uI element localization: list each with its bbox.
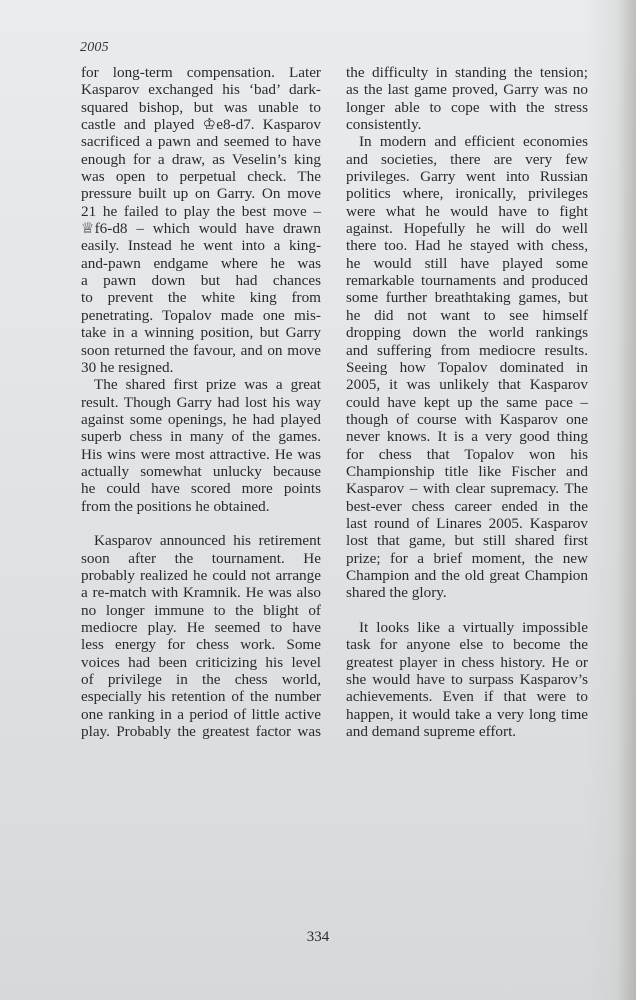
text-line: remarkable tournaments and produced — [346, 272, 588, 290]
text-line: soon returned the favour, and on move — [81, 341, 321, 359]
page-number: 334 — [306, 929, 330, 945]
text-line: best-ever chess career ended in the — [346, 497, 588, 515]
paragraph — [81, 64, 321, 376]
paragraph — [346, 133, 588, 601]
paragraph — [346, 619, 588, 740]
text-line: for chess that Topalov won his — [346, 445, 588, 463]
text-line: penetrating. Topalov made one mis- — [81, 306, 321, 324]
text-line: was open to perpetual check. The — [81, 168, 321, 186]
text-line: there too. Had he stayed with chess, — [346, 237, 588, 255]
paragraph — [81, 532, 321, 740]
text-line: lost that game, but still shared first — [346, 532, 588, 550]
text-line: as the last game proved, Garry was no — [346, 81, 588, 99]
text-line: 21 he failed to play the best move – — [81, 202, 321, 220]
paragraph — [81, 376, 321, 515]
text-line: she would have to surpass Kasparov’s — [346, 671, 588, 689]
text-line: from the positions he obtained. — [81, 497, 270, 515]
text-line: ♕f6-d8 – which would have drawn — [81, 220, 321, 238]
text-line: Champion and the old great Champion — [346, 566, 588, 584]
text-line: and suffering from mediocre results. — [346, 341, 588, 359]
text-line: probably realized he could not arrange — [81, 566, 321, 584]
text-line: task for anyone else to become the — [346, 636, 588, 654]
text-line: achievements. Even if that were to — [346, 688, 588, 706]
text-line: sacrificed a pawn and seemed to have — [81, 133, 321, 151]
text-line: against some openings, he had played — [81, 410, 321, 428]
text-line: no longer immune to the blight of — [81, 601, 321, 619]
text-line: 30 he resigned. — [81, 358, 174, 376]
text-line: and-pawn endgame where he was — [81, 254, 321, 272]
text-line: shared the glory. — [346, 584, 447, 602]
text-line: castle and played ♔e8-d7. Kasparov — [81, 116, 321, 134]
text-line: enough for a draw, as Veselin’s king — [81, 150, 321, 168]
text-line: It looks like a virtually impossible — [359, 619, 588, 636]
text-line: could have kept up the same pace – — [346, 393, 588, 411]
text-line: take in a winning position, but Garry — [81, 324, 321, 342]
text-line: greatest player in chess history. He or — [346, 653, 588, 671]
text-line: consistently. — [346, 116, 422, 134]
text-line: Seeing how Topalov dominated in — [346, 358, 588, 376]
text-line: of privilege in the chess world, — [81, 671, 321, 689]
text-line: 2005, it was unlikely that Kasparov — [346, 376, 588, 394]
text-line: and demand supreme effort. — [346, 723, 517, 741]
text-line: he could have scored more points — [81, 480, 321, 498]
paragraph — [346, 64, 588, 133]
text-line: a pawn down but had chances — [81, 272, 321, 290]
text-line: less energy for chess work. Some — [81, 636, 321, 654]
text-line: easily. Instead he went into a king- — [81, 237, 321, 255]
text-line: never knows. It is a very good thing — [346, 428, 588, 446]
text-line: privileges. Garry went into Russian — [346, 168, 588, 186]
text-line: a re-match with Kramnik. He was also — [81, 584, 321, 602]
text-line: for long-term compensation. Later — [81, 64, 321, 81]
right-column — [346, 64, 588, 740]
text-line: His wins were most attractive. He was — [81, 445, 321, 463]
text-line: last round of Linares 2005. Kasparov — [346, 514, 588, 532]
text-line: voices had been criticizing his level — [81, 653, 321, 671]
text-line: he did not want to see himself — [346, 306, 588, 324]
text-line: play. Probably the greatest factor was — [81, 723, 321, 741]
text-line: some further breathtaking games, but — [346, 289, 588, 307]
text-line: to prevent the white king from — [81, 289, 321, 307]
text-line: Kasparov – with clear supremacy. The — [346, 480, 588, 498]
running-head: 2005 — [80, 40, 109, 55]
text-line: Kasparov announced his retirement — [94, 532, 321, 550]
text-line: Kasparov exchanged his ‘bad’ dark- — [81, 81, 321, 99]
text-line: longer able to cope with the stress — [346, 98, 588, 116]
text-line: In modern and efficient economies — [359, 133, 588, 151]
text-line: result. Though Garry had lost his way — [81, 393, 321, 411]
text-line: superb chess in many of the games. — [81, 428, 321, 446]
text-line: against. Hopefully he will do well — [346, 220, 588, 238]
text-line: actually somewhat unlucky because — [81, 462, 321, 480]
text-line: soon after the tournament. He — [81, 549, 321, 567]
text-line: were what he would have to fight — [346, 202, 588, 220]
text-line: though of course with Kasparov one — [346, 410, 588, 428]
text-line: prize; for a brief moment, the new — [346, 549, 588, 567]
text-line: politics where, ironically, privileges — [346, 185, 588, 203]
text-line: pressure built up on Garry. On move — [81, 185, 321, 203]
text-line: the difficulty in standing the tension; — [346, 64, 588, 81]
text-line: Championship title like Fischer and — [346, 462, 588, 480]
paragraph-gap — [81, 515, 321, 532]
text-line: and societies, there are very few — [346, 150, 588, 168]
text-line: dropping down the world rankings — [346, 324, 588, 342]
text-line: mediocre play. He seemed to have — [81, 619, 321, 636]
paragraph-gap — [346, 602, 588, 619]
text-line: The shared first prize was a great — [94, 376, 321, 394]
text-line: one ranking in a period of little active — [81, 705, 321, 723]
text-line: happen, it would take a very long time — [346, 705, 588, 723]
text-line: especially his retention of the number — [81, 688, 321, 706]
text-line: he would still have played some — [346, 254, 588, 272]
left-column — [81, 64, 321, 740]
text-line: squared bishop, but was unable to — [81, 98, 321, 116]
